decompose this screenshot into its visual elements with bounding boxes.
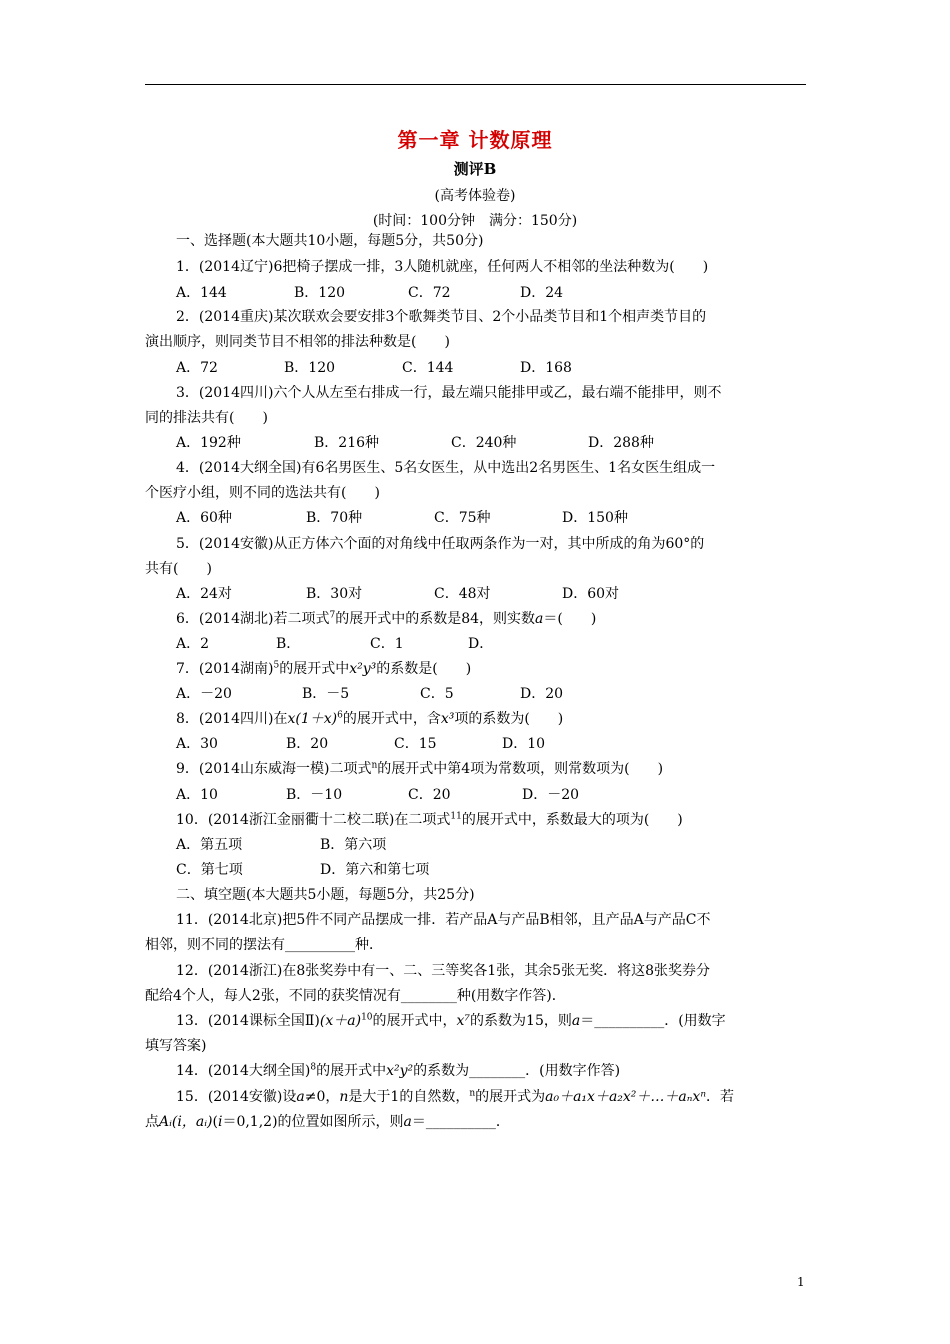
question-3-line1: 3．(2014四川)六个人从左至右排成一行，最左端只能排甲或乙，最右端不能排甲，则不 [176,385,722,401]
option-b: B．第六项 [320,837,387,853]
option-d: D．150种 [562,510,628,526]
option-c: C．1 [370,636,404,652]
option-d: D．60对 [562,586,620,602]
exam-type: (高考体验卷) [434,188,516,204]
option-c: C．48对 [434,586,491,602]
question-1: 1．(2014辽宁)6把椅子摆成一排，3人随机就座，任何两人不相邻的坐法种数为( ) [176,259,709,275]
question-7: 7．(2014湖南)$^5$的展开式中x²y³的系数是( ) [176,660,472,677]
option-d: D．288种 [588,435,654,451]
question-9: 9．(2014山东威海一模)二项式$^n$的展开式中第4项为常数项，则常数项为( ) [176,760,664,777]
option-b: B．70种 [306,510,363,526]
option-d: D．20 [520,686,564,702]
question-15-line2: 点Aᵢ(i，aᵢ)(i＝0,1,2)的位置如图所示，则a＝__________． [145,1114,510,1130]
option-c: C．72 [408,285,451,301]
option-b: B．－5 [302,686,350,702]
option-d: D．10 [502,736,546,752]
option-a: A．30 [176,736,218,752]
option-c: C．240种 [451,435,517,451]
option-c: C．20 [408,787,451,803]
section-heading-choice: 一、选择题(本大题共10小题，每题5分，共50分) [176,233,484,249]
question-11-line2: 相邻，则不同的摆法有__________种． [145,937,383,953]
option-c: C．5 [420,686,454,702]
question-6: 6．(2014湖北)若二项式$^7$的展开式中的系数是84，则实数a＝( ) [176,610,597,627]
option-b: B．120 [284,360,336,376]
option-d: D．24 [520,285,564,301]
question-14: 14．(2014大纲全国)$^8$的展开式中x²y²的系数为________．(用数字作答) [176,1062,621,1079]
question-13-line2: 填写答案) [145,1038,207,1054]
option-a: A．10 [176,787,218,803]
option-d: D．第六和第七项 [320,862,430,878]
option-a: A．第五项 [176,837,243,853]
page-number: 1 [797,1275,805,1289]
question-4-line2: 个医疗小组，则不同的选法共有( ) [145,485,380,501]
chapter-title: 第一章 计数原理 [397,128,553,152]
question-10: 10．(2014浙江金丽衢十二校二联)在二项式$^{11}$的展开式中，系数最大的项为( ) [176,811,683,828]
option-a: A．24对 [176,586,232,602]
option-c: C．第七项 [176,862,243,878]
option-a: A．60种 [176,510,232,526]
section-heading-fill: 二、填空题(本大题共5小题，每题5分，共25分) [176,887,475,903]
option-a: A．－20 [176,686,232,702]
question-13-line1: 13．(2014课标全国$Ⅱ)(x+a)^{10}$的展开式中，x⁷的系数为15，则a＝__________．(用数字 [176,1012,726,1029]
question-4-line1: 4．(2014大纲全国)有6名男医生、5名女医生，从中选出2名男医生、1名女医生组成一 [176,460,716,476]
option-a: A．192种 [176,435,241,451]
question-12-line2: 配给4个人，每人2张，不同的获奖情况有________种(用数字作答)． [145,988,566,1004]
question-2-line2: 演出顺序，则同类节目不相邻的排法种数是( ) [145,334,450,350]
option-b: B．216种 [314,435,380,451]
question-11-line1: 11．(2014北京)把5件不同产品摆成一排．若产品A与产品B相邻，且产品A与产品C不 [176,912,711,928]
question-12-line1: 12．(2014浙江)在8张奖券中有一、二、三等奖各1张，其余5张无奖．将这8张奖券分 [176,963,710,979]
option-c: C．144 [402,360,454,376]
question-8: 8．(2014四川)在$x(1+x)^6$的展开式中，含x³项的系数为( ) [176,710,564,727]
question-15-line1: 15．(2014安徽)设a≠0，n是大于1的自然数，$^n$的展开式为a₀＋a₁x＋a₂x²＋…＋aₙxⁿ．若 [176,1088,734,1105]
option-a: A．2 [176,636,210,652]
option-a: A．72 [176,360,218,376]
option-d: D．－20 [522,787,580,803]
option-a: A．144 [176,285,227,301]
option-b: B．－10 [286,787,343,803]
option-b: B．20 [286,736,329,752]
option-c: C．15 [394,736,437,752]
question-5-line1: 5．(2014安徽)从正方体六个面的对角线中任取两条作为一对，其中所成的角为60°的 [176,536,705,552]
question-3-line2: 同的排法共有( ) [145,410,268,426]
option-b: B． [276,636,301,652]
option-d: D．168 [520,360,572,376]
option-c: C．75种 [434,510,491,526]
test-subtitle: 测评B [453,160,497,178]
question-2-line1: 2．(2014重庆)某次联欢会要安排3个歌舞类节目、2个小品类节目和1个相声类节目的 [176,309,707,325]
time-info: (时间：100分钟 满分：150分) [372,213,578,229]
option-b: B．30对 [306,586,363,602]
option-d: D． [468,636,494,652]
question-5-line2: 共有( ) [145,561,212,577]
header-rule [145,84,806,85]
option-b: B．120 [294,285,346,301]
